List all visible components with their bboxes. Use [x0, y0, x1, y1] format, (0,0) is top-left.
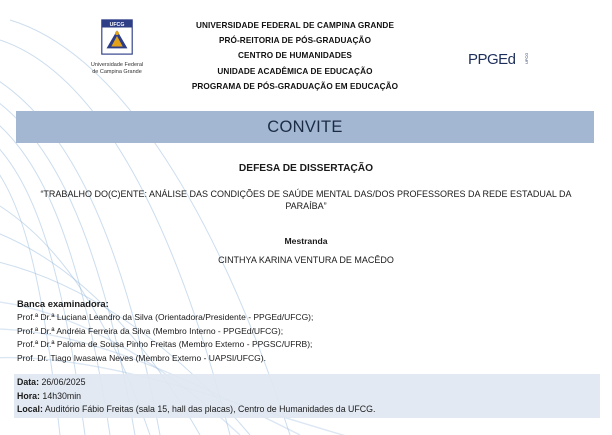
time-label: Hora:	[17, 390, 40, 401]
committee-member: Prof.ª Dr.ª Paloma de Sousa Pinho Freitas (Membro Externo - PPGSC/UFRB);	[17, 339, 313, 349]
ppged-logo	[466, 44, 536, 70]
ufcg-caption-line1: Universidade Federal	[90, 62, 144, 68]
header-line-prorectory: PRÓ-REITORIA DE PÓS-GRADUAÇÃO	[218, 36, 372, 46]
dissertation-title: “TRABALHO DO(C)ENTE: ANÁLISE DAS CONDIÇÕES DE SAÚDE MENTAL DAS/DOS PROFESSORES DA REDE ESTADUAL DA PARAÍBA”	[40, 189, 572, 211]
header-line-university: UNIVERSIDADE FEDERAL DE CAMPINA GRANDE	[195, 21, 395, 30]
event-time	[17, 390, 375, 404]
candidate-name: CINTHYA KARINA VENTURA DE MACÊDO	[218, 255, 394, 265]
ufcg-crest-icon	[98, 18, 136, 56]
place-value: Auditório Fábio Freitas (sala 15, hall das placas), Centro de Humanidades da UFCG.	[42, 404, 376, 414]
candidate-role: Mestranda	[284, 236, 328, 246]
date-label: Data:	[17, 377, 39, 387]
ufcg-acronym: UFCG	[109, 22, 125, 29]
event-place	[17, 403, 375, 417]
header-line-program: PROGRAMA DE PÓS-GRADUAÇÃO EM EDUCAÇÃO	[191, 81, 399, 91]
committee-member: Prof. Dr. Tiago Iwasawa Neves (Membro Externo - UAPSI/UFCG).	[17, 352, 266, 363]
ufcg-logo	[86, 18, 148, 76]
event-date	[17, 376, 375, 390]
invitation-banner	[16, 111, 594, 143]
committee-list	[17, 311, 577, 365]
event-info	[17, 376, 375, 417]
time-value: 14h30min	[39, 390, 82, 401]
committee-member: Prof.ª Dr.ª Andréia Ferreira da Silva (Membro Interno - PPGEd/UFCG);	[17, 325, 284, 336]
defense-subtitle: DEFESA DE DISSERTAÇÃO	[238, 163, 374, 174]
ppged-logo-text: PPGEd	[468, 51, 516, 68]
institution-header	[170, 18, 420, 94]
ufcg-caption-line2: de Campina Grande	[92, 69, 142, 75]
committee-label: Banca examinadora:	[17, 298, 109, 309]
header-line-unit: UNIDADE ACADÊMICA DE EDUCAÇÃO	[217, 66, 373, 76]
banner-title: CONVITE	[267, 117, 343, 136]
committee-member: Prof.ª Dr.ª Luciana Leandro da Silva (Orientadora/Presidente - PPGEd/UFCG);	[17, 312, 314, 322]
header-line-center: CENTRO DE HUMANIDADES	[238, 51, 352, 61]
date-value: 26/06/2025	[39, 377, 86, 387]
ppged-logo-subtext: UFCG	[524, 52, 529, 64]
place-label: Local:	[17, 404, 43, 414]
